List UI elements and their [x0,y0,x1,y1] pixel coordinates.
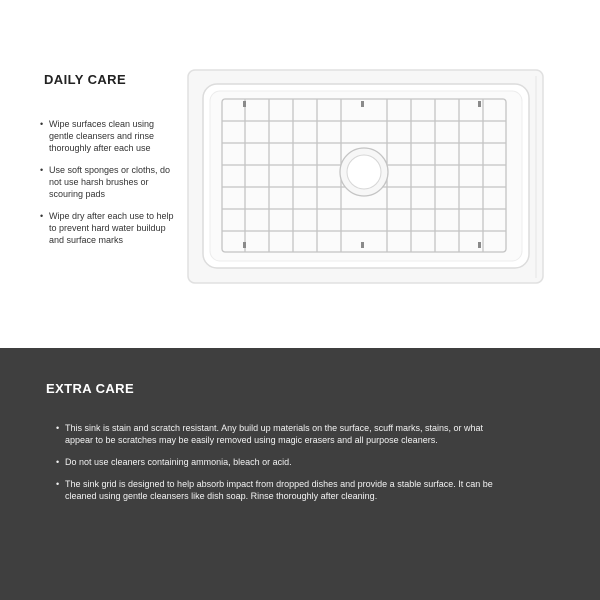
extra-care-item: • The sink grid is designed to help absorb impact from dropped dishes and provide a stable surface. It can be cleaned using gentle cleansers like dish soap. Rinse thoroughly after cleaning. [56,478,506,502]
drain-icon [347,155,381,189]
extra-care-item: • This sink is stain and scratch resistant. Any build up materials on the surface, scuff marks, stains, or what appear to be scratches may be easily removed using magic erasers and all purpose cleaners. [56,422,506,446]
daily-care-item: • Use soft sponges or cloths, do not use harsh brushes or scouring pads [40,164,178,200]
daily-care-item: • Wipe dry after each use to help to prevent hard water buildup and surface marks [40,210,178,246]
extra-care-list [56,422,506,512]
extra-care-item: • Do not use cleaners containing ammonia, bleach or acid. [56,456,506,468]
daily-care-heading: DAILY CARE [44,72,127,87]
extra-care-heading: EXTRA CARE [46,381,135,396]
daily-care-item: • Wipe surfaces clean using gentle cleansers and rinse thoroughly after each use [40,118,178,154]
